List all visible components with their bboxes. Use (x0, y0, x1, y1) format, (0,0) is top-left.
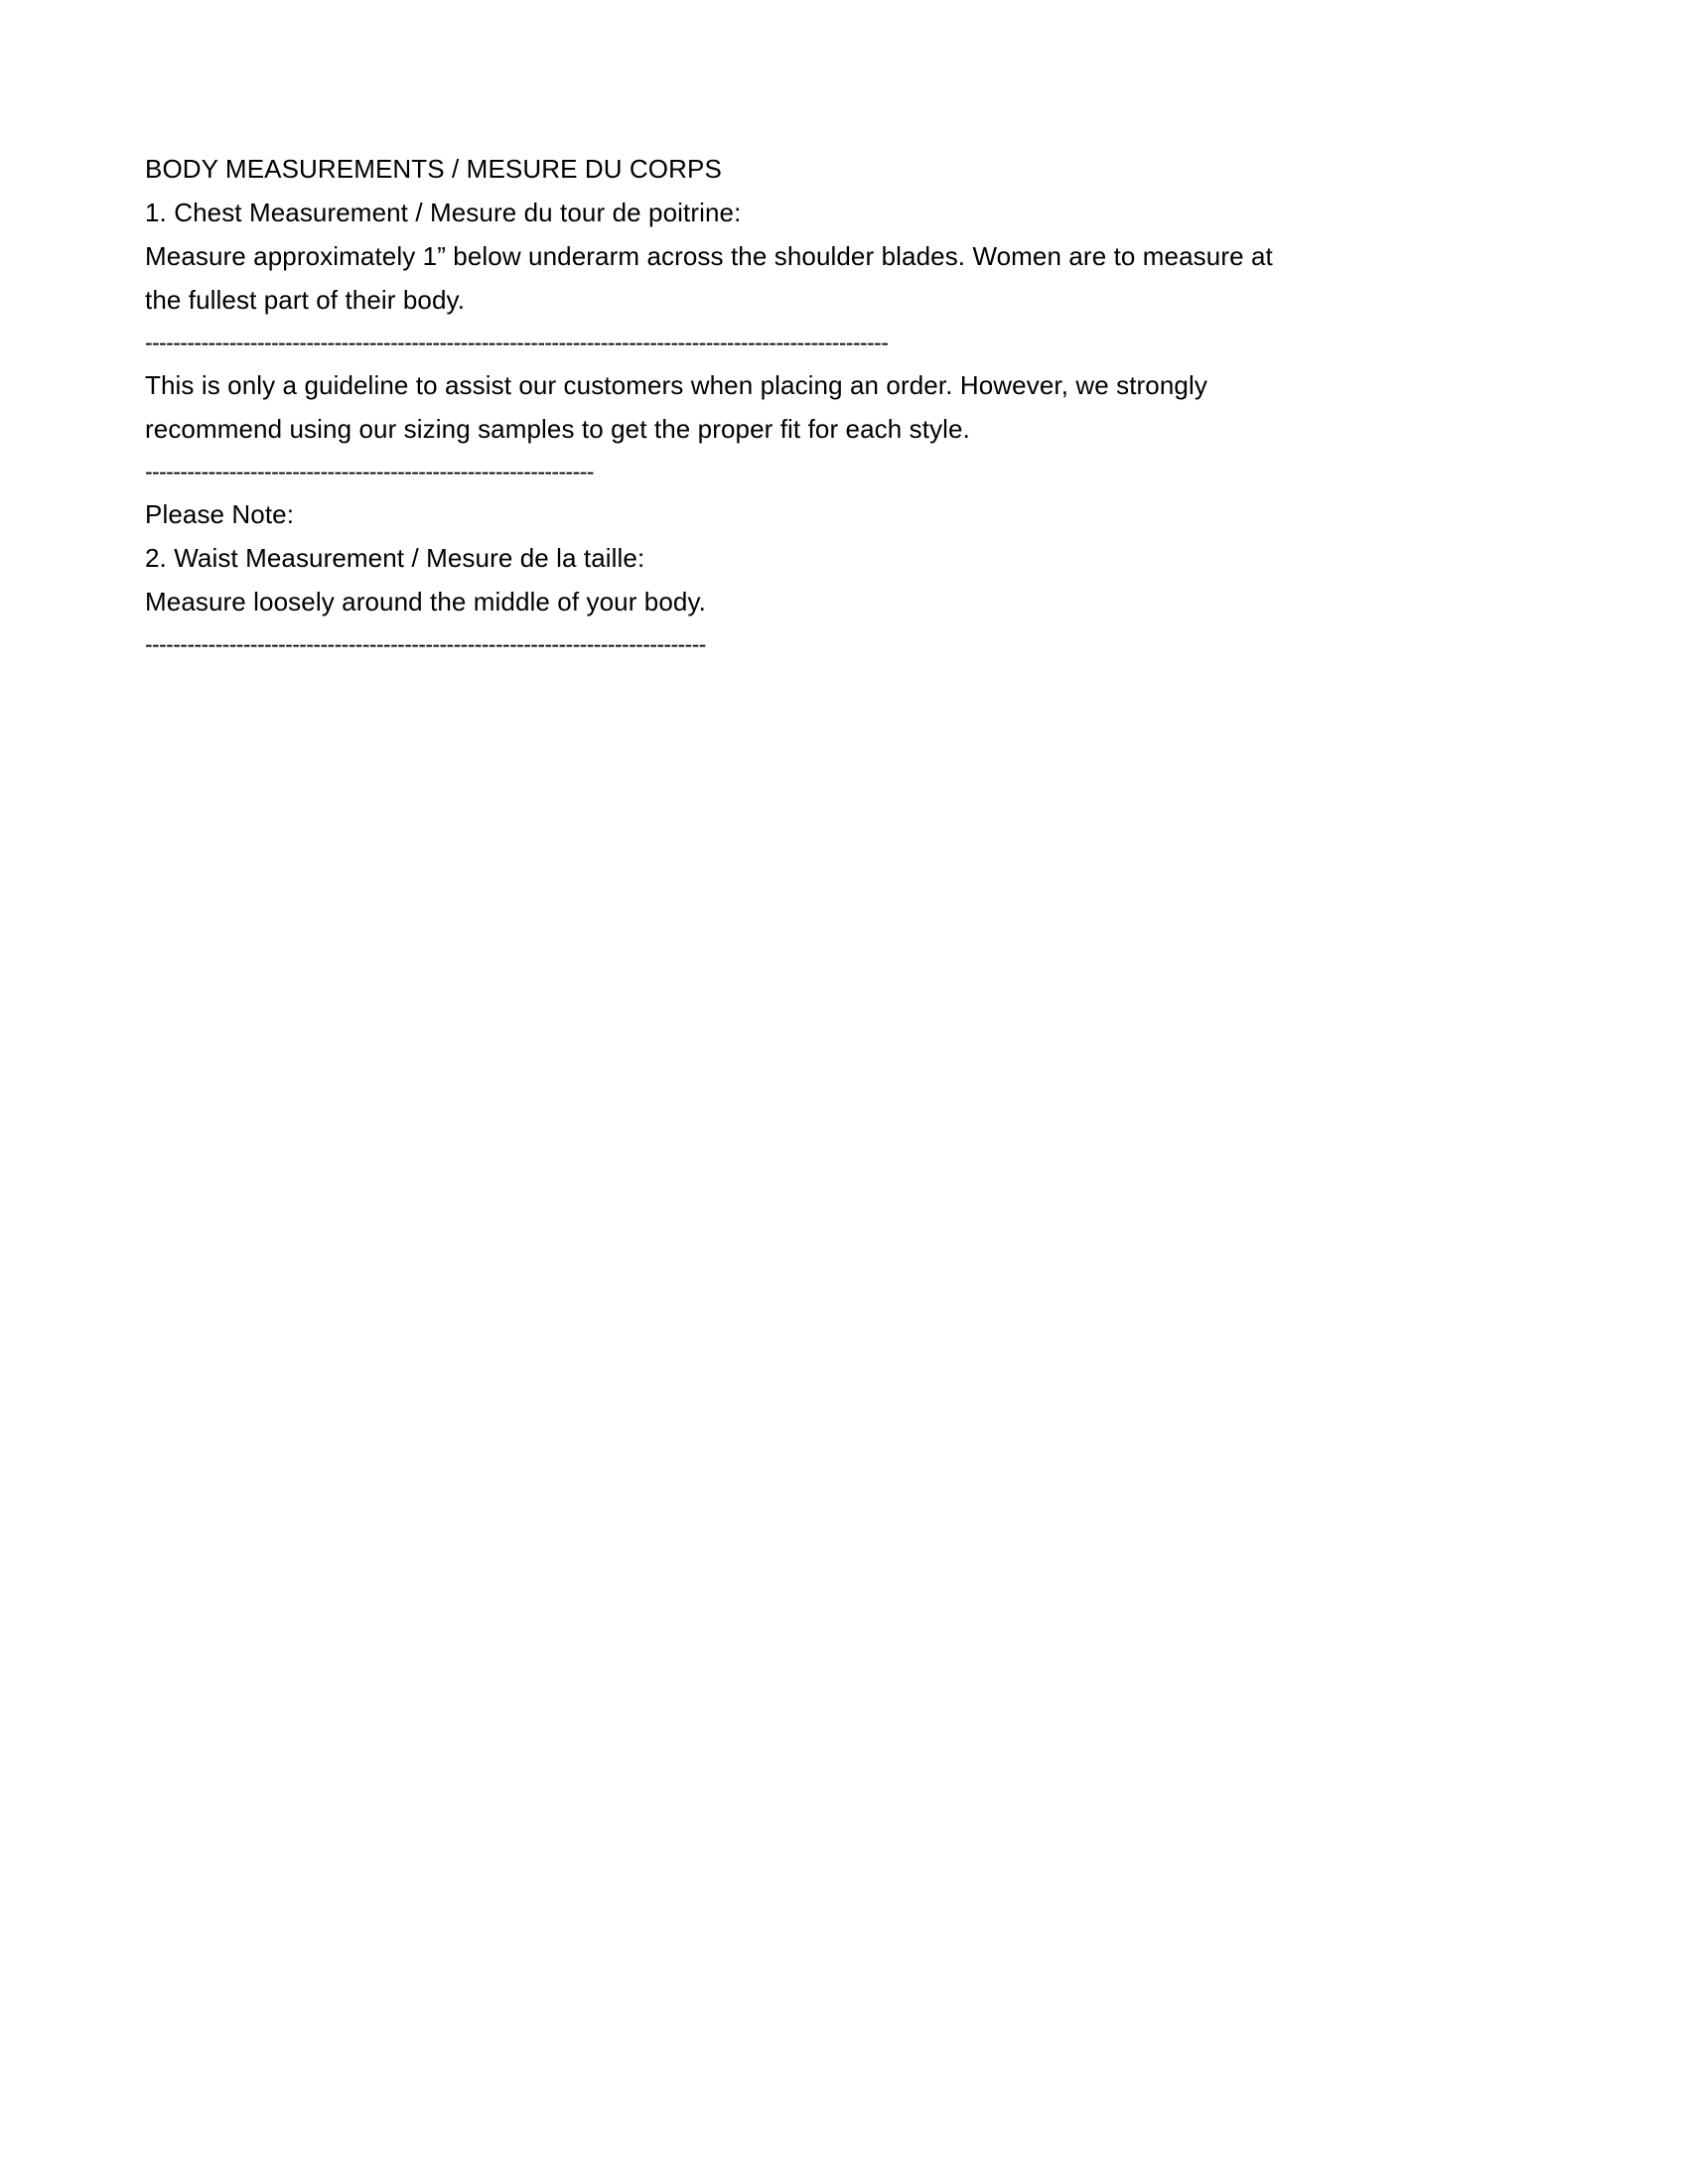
waist-measurement-label: 2. Waist Measurement / Mesure de la taille: (145, 543, 645, 573)
chest-measurement-text: Measure approximately 1” below underarm across the shoulder blades. Women are to measure at the fullest part of their body. (145, 241, 1273, 315)
please-note-label: Please Note: (145, 499, 295, 529)
waist-measurement-text: Measure loosely around the middle of your body. (145, 587, 706, 616)
document-body (145, 147, 1317, 665)
divider-three: -------------------------------------------------------------------------------- (145, 631, 706, 657)
divider-one: ---------------------------------------------------------------------------------------------------------- (145, 330, 889, 355)
guideline-text: This is only a guideline to assist our customers when placing an order. However, we strongly recommend using our sizing samples to get the proper fit for each style. (145, 370, 1207, 444)
chest-measurement-label: 1. Chest Measurement / Mesure du tour de poitrine: (145, 198, 742, 227)
divider-two: ---------------------------------------------------------------- (145, 459, 594, 484)
page-title: BODY MEASUREMENTS / MESURE DU CORPS (145, 154, 722, 184)
